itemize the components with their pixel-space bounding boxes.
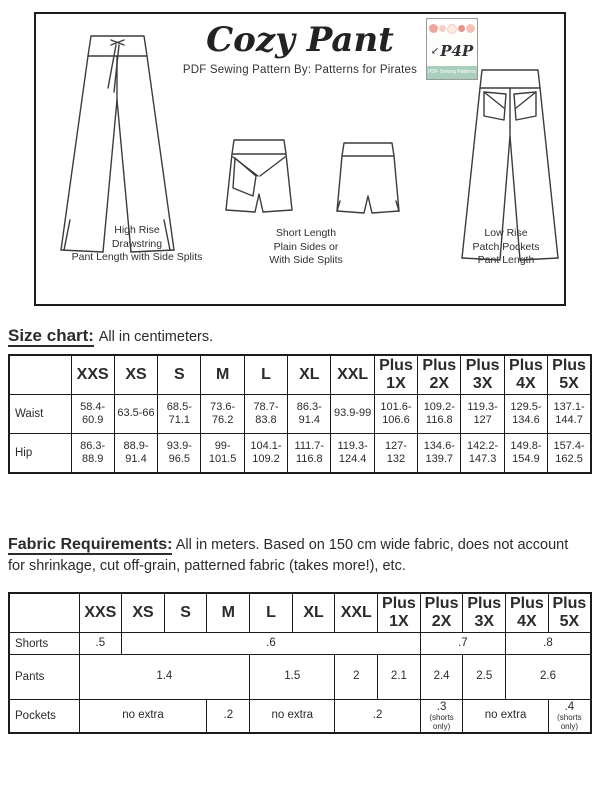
size-chart-table xyxy=(8,354,592,474)
plain-shorts-drawing xyxy=(334,139,402,217)
fabric-requirements-table xyxy=(8,592,592,734)
size-chart-heading-note: All in centimeters. xyxy=(98,329,214,345)
pattern-cover-box xyxy=(34,12,566,306)
row-label: Shorts xyxy=(9,633,79,655)
logo-flowers-decoration xyxy=(427,19,477,36)
value-cell: 88.9-91.4 xyxy=(114,434,157,474)
value-cell: no extra xyxy=(250,700,335,734)
value-cell: .2 xyxy=(335,700,420,734)
caption-line: Drawstring xyxy=(111,237,163,250)
flower-dot xyxy=(466,24,475,33)
size-column-header: XL xyxy=(292,593,335,633)
value-cell: 134.6-139.7 xyxy=(418,434,461,474)
value-cell: .7 xyxy=(420,633,505,655)
value-cell: 111.7-116.8 xyxy=(288,434,331,474)
size-column-header: Plus 2X xyxy=(420,593,463,633)
flower-dot xyxy=(458,25,465,32)
size-column-header: XS xyxy=(114,355,157,395)
size-column-header: XXL xyxy=(331,355,374,395)
pattern-subtitle: PDF Sewing Pattern By: Patterns for Pirates xyxy=(182,64,418,76)
logo-tagline: PDF Sewing Patterns xyxy=(427,66,477,79)
value-cell: 93.9-96.5 xyxy=(158,434,201,474)
caption-line: Short Length xyxy=(275,227,337,239)
table-row xyxy=(9,434,591,474)
value-cell: 2 xyxy=(335,655,378,700)
value-cell: 93.9-99 xyxy=(331,395,374,434)
size-column-header: M xyxy=(207,593,250,633)
fabric-requirements-heading xyxy=(8,533,588,577)
value-cell: 99-101.5 xyxy=(201,434,244,474)
variant-caption-low-rise xyxy=(414,227,598,268)
value-cell: 2.1 xyxy=(378,655,421,700)
fabric-requirements-heading-note: All in meters. Based on 150 cm wide fabric, does not account for shrinkage, cut off-grain, patterned fabric (takes more!), etc. xyxy=(8,537,569,575)
caption-line: Pant Length with Side Splits xyxy=(71,251,203,264)
size-chart-heading xyxy=(8,326,213,346)
size-column-header: Plus 4X xyxy=(506,593,549,633)
caption-line: Plain Sides or xyxy=(273,240,339,253)
value-cell: 109.2-116.8 xyxy=(418,395,461,434)
corner-cell xyxy=(9,355,71,395)
cell-note: (shorts only) xyxy=(557,713,582,731)
value-cell: 2.4 xyxy=(420,655,463,700)
logo-monogram-text: P4P xyxy=(440,42,474,60)
size-column-header: XXL xyxy=(335,593,378,633)
size-column-header: L xyxy=(250,593,293,633)
value-cell: 157.4-162.5 xyxy=(548,434,591,474)
header-row xyxy=(9,593,591,633)
shorts-with-pockets-drawing xyxy=(222,136,296,218)
value-cell: 127-132 xyxy=(374,434,417,474)
value-cell: 86.3-91.4 xyxy=(288,395,331,434)
size-column-header: Plus 3X xyxy=(461,355,504,395)
value-cell: no extra xyxy=(79,700,207,734)
value-cell: 119.3-124.4 xyxy=(331,434,374,474)
value-cell: 1.5 xyxy=(250,655,335,700)
caption-line: Low Rise xyxy=(484,227,528,239)
value-cell: 63.5-66 xyxy=(114,395,157,434)
shorts-drawings-group xyxy=(222,136,402,218)
value-cell: .8 xyxy=(506,633,591,655)
size-column-header: Plus 4X xyxy=(504,355,547,395)
size-column-header: S xyxy=(158,355,201,395)
size-column-header: Plus 5X xyxy=(548,593,591,633)
size-column-header: Plus 2X xyxy=(418,355,461,395)
table-row xyxy=(9,700,591,734)
sizechart-table xyxy=(8,354,592,474)
size-column-header: XS xyxy=(122,593,165,633)
size-column-header: Plus 1X xyxy=(374,355,417,395)
caption-line: High Rise xyxy=(114,224,160,236)
size-column-header: S xyxy=(164,593,207,633)
value-cell: 119.3-127 xyxy=(461,395,504,434)
value-cell: .3 (shorts only) xyxy=(420,700,463,734)
value-cell: no extra xyxy=(463,700,548,734)
corner-cell xyxy=(9,593,79,633)
value-cell: 73.6-76.2 xyxy=(201,395,244,434)
value-cell: .2 xyxy=(207,700,250,734)
size-column-header: XXS xyxy=(71,355,114,395)
value-cell: 2.6 xyxy=(506,655,591,700)
value-cell: .5 xyxy=(79,633,122,655)
value-cell: 137.1-144.7 xyxy=(548,395,591,434)
flower-dot xyxy=(439,25,446,32)
flower-dot xyxy=(447,24,457,34)
size-column-header: L xyxy=(244,355,287,395)
caption-line: With Side Splits xyxy=(269,254,343,267)
caption-line: Pant Length xyxy=(477,254,535,267)
value-cell: 142.2-147.3 xyxy=(461,434,504,474)
size-chart-heading-title: Size chart: xyxy=(8,326,94,345)
size-column-header: Plus 5X xyxy=(548,355,591,395)
value-cell: 58.4-60.9 xyxy=(71,395,114,434)
size-column-header: XL xyxy=(288,355,331,395)
value-cell: 101.6-106.6 xyxy=(374,395,417,434)
value-cell: 149.8-154.9 xyxy=(504,434,547,474)
header-row xyxy=(9,355,591,395)
table-row xyxy=(9,395,591,434)
flower-dot xyxy=(429,24,438,33)
value-cell: .6 xyxy=(122,633,421,655)
row-label: Hip xyxy=(9,434,71,474)
caption-line: Patch Pockets xyxy=(472,240,540,253)
variant-caption-high-rise xyxy=(42,224,232,265)
size-column-header: Plus 3X xyxy=(463,593,506,633)
row-label: Pockets xyxy=(9,700,79,734)
pattern-title: Cozy Pant xyxy=(206,20,394,60)
value-cell: 86.3-88.9 xyxy=(71,434,114,474)
cell-note: (shorts only) xyxy=(429,713,454,731)
fabric-requirements-heading-title: Fabric Requirements: xyxy=(8,536,173,553)
value-cell: 104.1-109.2 xyxy=(244,434,287,474)
value-cell: 2.5 xyxy=(463,655,506,700)
logo-anchor-icon: ↙ xyxy=(430,45,440,57)
variant-caption-shorts xyxy=(216,227,396,268)
value-cell: .4 (shorts only) xyxy=(548,700,591,734)
value-cell: 68.5-71.1 xyxy=(158,395,201,434)
value-cell: 1.4 xyxy=(79,655,250,700)
table-row xyxy=(9,655,591,700)
table-row xyxy=(9,633,591,655)
size-column-header: M xyxy=(201,355,244,395)
size-column-header: XXS xyxy=(79,593,122,633)
value-cell: 78.7-83.8 xyxy=(244,395,287,434)
row-label: Waist xyxy=(9,395,71,434)
value-cell: 129.5-134.6 xyxy=(504,395,547,434)
fabric-table xyxy=(8,592,592,734)
size-column-header: Plus 1X xyxy=(378,593,421,633)
row-label: Pants xyxy=(9,655,79,700)
